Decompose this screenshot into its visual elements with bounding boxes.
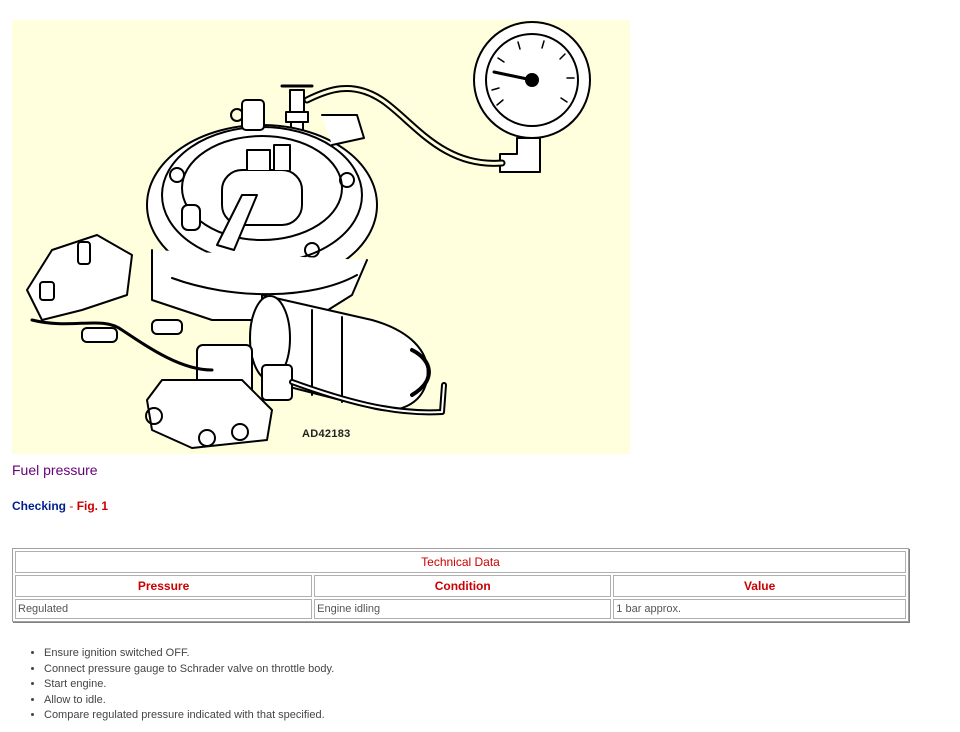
list-item: • Compare regulated pressure indicated with that specified. (44, 708, 334, 724)
list-item: • Connect pressure gauge to Schrader valve on throttle body. (44, 662, 334, 678)
checking-label: Checking (12, 499, 67, 513)
throttle-body-illustration (12, 20, 630, 454)
table-caption: Technical Data (15, 551, 906, 573)
header-condition: Condition (314, 575, 611, 597)
page-title: Fuel pressure (12, 462, 98, 478)
cell-condition: Engine idling (314, 599, 611, 619)
header-value: Value (613, 575, 906, 597)
cell-value: 1 bar approx. (613, 599, 906, 619)
list-item: • Allow to idle. (44, 693, 334, 709)
table-row (15, 599, 906, 619)
figure-code: AD42183 (302, 428, 351, 440)
list-item: • Start engine. (44, 677, 334, 693)
header-pressure: Pressure (15, 575, 312, 597)
cell-pressure: Regulated (15, 599, 312, 619)
checking-line (12, 499, 108, 513)
checking-separator: - (66, 499, 77, 513)
list-item: • Ensure ignition switched OFF. (44, 646, 334, 662)
figure-reference-link[interactable]: Fig. 1 (76, 499, 109, 513)
throttle-body-figure (12, 20, 630, 454)
technical-data-table (12, 548, 909, 622)
procedure-steps (22, 646, 334, 724)
